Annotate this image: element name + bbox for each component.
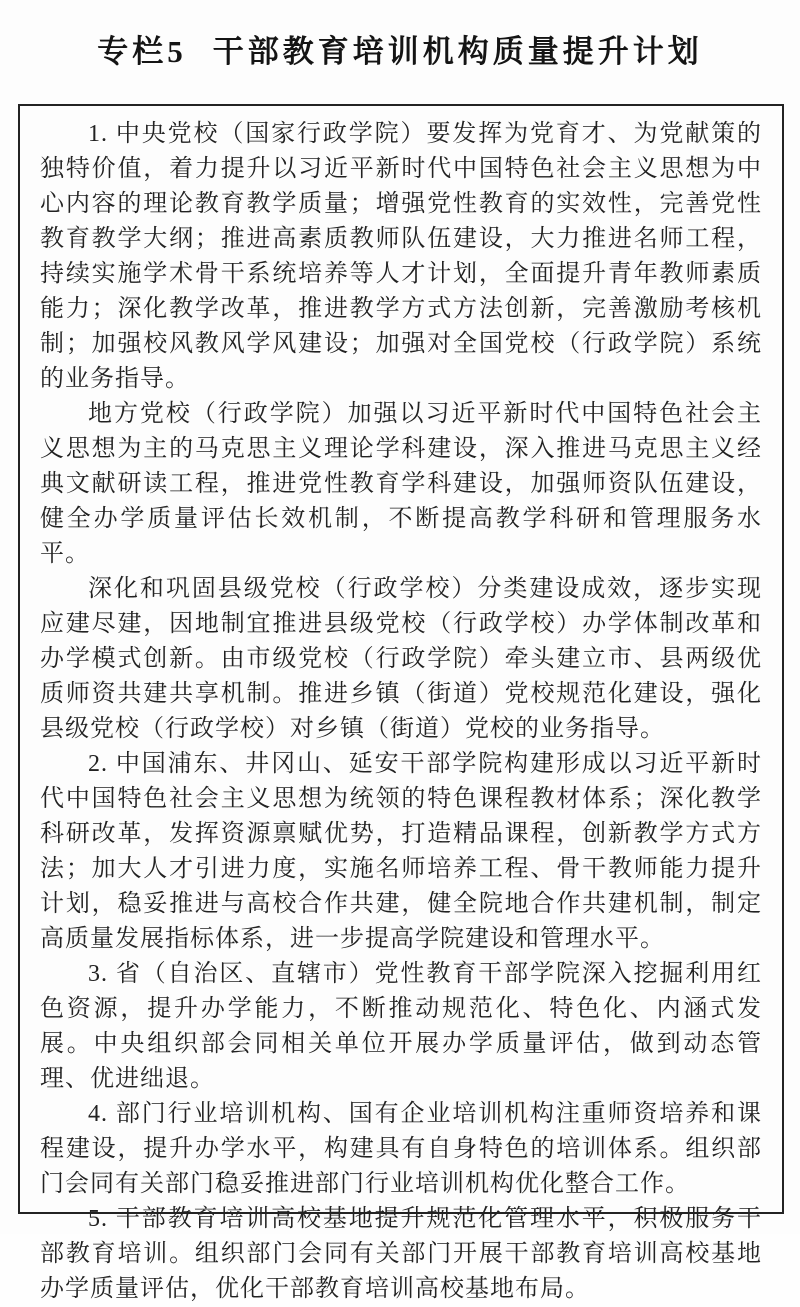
paragraph-5: 3. 省（自治区、直辖市）党性教育干部学院深入挖掘利用红色资源，提升办学能力，不断推动规范化、特色化、内涵式发展。中央组织部会同相关单位开展办学质量评估，做到动态管理、优进绌退。 (40, 961, 762, 1092)
paragraph-7: 5. 干部教育培训高校基地提升规范化管理水平，积极服务干部教育培训。组织部门会同有关部门开展干部教育培训高校基地办学质量评估，优化干部教育培训高校基地布局。 (40, 1206, 762, 1302)
paragraph-2: 地方党校（行政学院）加强以习近平新时代中国特色社会主义思想为主的马克思主义理论学科建设，深入推进马克思主义经典文献研读工程，推进党性教育学科建设，加强师资队伍建设，健全办学质量评估长效机制，不断提高教学科研和管理服务水平。 (40, 401, 762, 567)
paragraph-1: 1. 中央党校（国家行政学院）要发挥为党育才、为党献策的独特价值，着力提升以习近平新时代中国特色社会主义思想为中心内容的理论教育教学质量；增强党性教育的实效性，完善党性教育教学大纲；推进高素质教师队伍建设，大力推进名师工程，持续实施学术骨干系统培养等人才计划，全面提升青年教师素质能力；深化教学改革，推进教学方式方法创新，完善激励考核机制；加强校风教风学风建设；加强对全国党校（行政学院）系统的业务指导。 (40, 121, 762, 392)
paragraph-6: 4. 部门行业培训机构、国有企业培训机构注重师资培养和课程建设，提升办学水平，构建具有自身特色的培训体系。组织部门会同有关部门稳妥推进部门行业培训机构优化整合工作。 (40, 1101, 762, 1197)
paragraph-3: 深化和巩固县级党校（行政学校）分类建设成效，逐步实现应建尽建，因地制宜推进县级党校（行政学校）办学体制改革和办学模式创新。由市级党校（行政学院）牵头建立市、县两级优质师资共建共享机制。推进乡镇（街道）党校规范化建设，强化县级党校（行政学校）对乡镇（街道）党校的业务指导。 (40, 576, 762, 742)
page-title (0, 0, 800, 71)
column-title-text: 干部教育培训机构质量提升计划 (212, 34, 703, 69)
content-box (18, 104, 784, 1302)
column-label: 专栏5 (97, 34, 187, 69)
paragraph-4: 2. 中国浦东、井冈山、延安干部学院构建形成以习近平新时代中国特色社会主义思想为统领的特色课程教材体系；深化教学科研改革，发挥资源禀赋优势，打造精品课程，创新教学方式方法；加大人才引进力度，实施名师培养工程、骨干教师能力提升计划，稳妥推进与高校合作共建，健全院地合作共建机制，制定高质量发展指标体系，进一步提高学院建设和管理水平。 (40, 751, 762, 952)
